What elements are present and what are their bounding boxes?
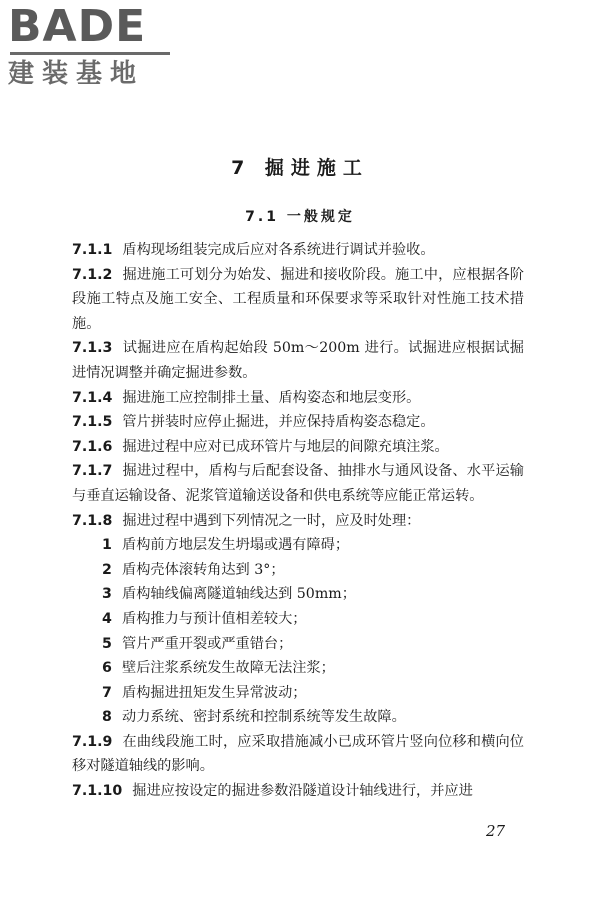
chapter-title: 7 掘进施工 (231, 157, 369, 179)
clause-number: 7.1.3 (72, 340, 113, 357)
clause (72, 386, 524, 411)
item-text: 壁后注浆系统发生故障无法注浆； (122, 660, 335, 677)
clause-text: 掘进过程中遇到下列情况之一时，应及时处理： (122, 512, 421, 529)
item-number: 3 (102, 586, 112, 603)
clause-text: 掘进施工可划分为始发、掘进和接收阶段。施工中，应根据各阶段施工特点及施工安全、工程质量和环保要求等采取针对性施工技术措施。 (72, 266, 524, 332)
clause-number: 7.1.9 (72, 733, 113, 750)
clause-number: 7.1.7 (72, 463, 113, 480)
item-number: 5 (102, 635, 112, 652)
clause (72, 238, 524, 263)
list-item (72, 632, 524, 657)
section-title: 7.1 一般规定 (245, 209, 355, 225)
logo-brand-text: BADE (8, 1, 147, 52)
item-number: 8 (102, 709, 112, 726)
clause-text: 试掘进应在盾构起始段 50m～200m 进行。试掘进应根据试掘进情况调整并确定掘进参数。 (72, 340, 524, 381)
item-number: 6 (102, 660, 112, 677)
item-number: 2 (102, 561, 112, 578)
item-text: 盾构壳体滚转角达到 3°； (122, 561, 285, 578)
clause-text: 掘进施工应控制排土量、盾构姿态和地层变形。 (122, 389, 421, 406)
clause-text: 掘进过程中，盾构与后配套设备、抽排水与通风设备、水平运输与垂直运输设备、泥浆管道输送设备和供电系统等应能正常运转。 (72, 463, 524, 504)
clause-text: 掘进过程中应对已成环管片与地层的间隙充填注浆。 (122, 438, 449, 455)
clause (72, 263, 524, 337)
item-text: 管片严重开裂或严重错台； (122, 635, 293, 652)
list-item (72, 558, 524, 583)
clause-number: 7.1.8 (72, 512, 113, 529)
logo-divider (10, 52, 170, 55)
clause-text: 掘进应按设定的掘进参数沿隧道设计轴线进行，并应进 (132, 783, 473, 800)
item-text: 动力系统、密封系统和控制系统等发生故障。 (122, 709, 406, 726)
list-item (72, 607, 524, 632)
clause (72, 779, 524, 804)
clause-number: 7.1.4 (72, 389, 113, 406)
clause-number: 7.1.5 (72, 414, 113, 431)
clause (72, 410, 524, 435)
item-number: 1 (102, 537, 112, 554)
clause-text: 在曲线段施工时，应采取措施减小已成环管片竖向位移和横向位移对隧道轴线的影响。 (72, 733, 524, 775)
item-number: 7 (102, 684, 112, 701)
brand-logo (8, 1, 178, 89)
item-text: 盾构推力与预计值相差较大； (122, 610, 307, 627)
logo-subtitle: 建装基地 (8, 59, 145, 89)
list-item (72, 582, 524, 607)
page-number: 27 (486, 822, 506, 840)
item-number: 4 (102, 610, 112, 627)
item-text: 盾构掘进扭矩发生异常波动； (122, 684, 307, 701)
clause-number: 7.1.6 (72, 438, 113, 455)
clause (72, 730, 524, 779)
clause-number: 7.1.10 (72, 783, 123, 800)
clause (72, 435, 524, 460)
item-text: 盾构轴线偏离隧道轴线达到 50mm； (122, 586, 356, 603)
clause (72, 336, 524, 385)
list-item (72, 656, 524, 681)
page-body (72, 238, 524, 804)
list-item (72, 705, 524, 730)
clause-text: 盾构现场组装完成后应对各系统进行调试并验收。 (122, 242, 435, 258)
clause (72, 509, 524, 534)
clause-text: 管片拼装时应停止掘进，并应保持盾构姿态稳定。 (122, 414, 435, 431)
clause-number: 7.1.1 (72, 242, 113, 258)
clause-number: 7.1.2 (72, 266, 113, 283)
list-item (72, 533, 524, 558)
item-text: 盾构前方地层发生坍塌或遇有障碍； (122, 537, 350, 554)
list-item (72, 681, 524, 706)
clause (72, 459, 524, 508)
